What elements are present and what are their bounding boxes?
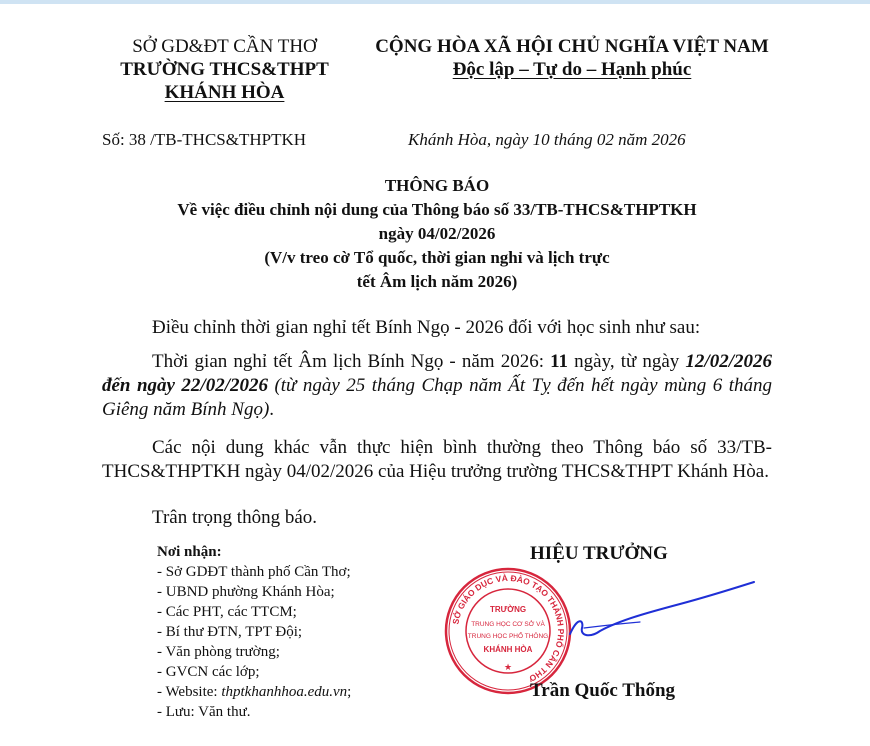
holiday-dates: 12/02/2026 đến ngày 22/02/2026 [102, 351, 772, 396]
place-date: Khánh Hòa, ngày 10 tháng 02 năm 2026 [408, 130, 686, 149]
holiday-text-f: . [269, 399, 275, 420]
recipient-item: - Văn phòng trường; [157, 644, 280, 660]
paragraph-other-content: Các nội dung khác vẫn thực hiện bình thường theo Thông báo số 33/TB-THCS&THPTKH ngày 04/02/2026 của Hiệu trưởng trường THCS&THPT Khánh Hòa. [102, 437, 772, 482]
school-name-line2: KHÁNH HÒA [164, 82, 285, 103]
stamp-text-3: TRUNG HỌC PHỔ THÔNG [467, 633, 549, 640]
title-line1: Về việc điều chỉnh nội dung của Thông báo số 33/TB-THCS&THPTKH [177, 200, 697, 219]
recipient-item: - Sở GDĐT thành phố Cần Thơ; [157, 564, 351, 580]
holiday-text-c: ngày, từ ngày [568, 351, 686, 372]
department-name: SỞ GD&ĐT CẦN THƠ [132, 36, 317, 57]
website-prefix: - Website: [157, 684, 222, 700]
recipient-website [157, 682, 351, 702]
recipient-item: - GVCN các lớp; [157, 664, 260, 680]
paragraph-holiday [102, 350, 772, 422]
school-name-line2-wrap [102, 82, 347, 104]
website-suffix: ; [347, 684, 352, 700]
title-line2: ngày 04/02/2026 [378, 224, 496, 243]
holiday-days: 11 [550, 351, 569, 372]
stamp-ring-text: SỞ GIÁO DỤC VÀ ĐÀO TẠO THÀNH PHỐ CẦN THƠ [450, 572, 567, 685]
recipient-item: - UBND phường Khánh Hòa; [157, 584, 335, 600]
signer-name: Trần Quốc Thống [530, 680, 676, 701]
motto-wrap [358, 59, 786, 81]
holiday-lunar-dates: (từ ngày 25 tháng Chạp năm Ất Tỵ đến hết ngày mùng 6 tháng Giêng năm Bính Ngọ) [102, 375, 772, 420]
national-motto: Độc lập – Tự do – Hạnh phúc [452, 59, 692, 80]
stamp-text-1: TRƯỜNG [489, 605, 527, 614]
title-line4: tết Âm lịch năm 2026) [356, 272, 518, 291]
document-number: Số: 38 /TB-THCS&THPTKH [102, 130, 307, 149]
document-heading: THÔNG BÁO [384, 176, 490, 195]
national-title: CỘNG HÒA XÃ HỘI CHỦ NGHĨA VIỆT NAM [375, 36, 769, 57]
recipient-item: - Lưu: Văn thư. [157, 704, 251, 720]
handwritten-signature [560, 576, 760, 646]
stamp-text-2: TRUNG HỌC CƠ SỞ VÀ [471, 621, 545, 628]
recipients-label: Nơi nhận: [157, 544, 222, 560]
top-accent-bar [0, 0, 870, 4]
official-stamp [443, 566, 573, 696]
recipient-item: - Các PHT, các TTCM; [157, 604, 297, 620]
closing-line: Trân trọng thông báo. [152, 507, 318, 528]
website-link[interactable]: thptkhanhhoa.edu.vn [221, 684, 348, 700]
school-name-line1: TRƯỜNG THCS&THPT [120, 59, 329, 80]
paragraph-adjustment: Điều chỉnh thời gian nghỉ tết Bính Ngọ - 2026 đối với học sinh như sau: [152, 317, 701, 338]
holiday-text-a: Thời gian nghỉ tết Âm lịch Bính Ngọ - năm 2026: [152, 351, 551, 372]
stamp-star: ★ [503, 662, 513, 672]
title-line3: (V/v treo cờ Tổ quốc, thời gian nghỉ và lịch trực [264, 248, 610, 267]
stamp-text-4: KHÁNH HÒA [483, 645, 533, 654]
signer-title: HIỆU TRƯỞNG [530, 543, 668, 564]
recipient-item: - Bí thư ĐTN, TPT Đội; [157, 624, 303, 640]
